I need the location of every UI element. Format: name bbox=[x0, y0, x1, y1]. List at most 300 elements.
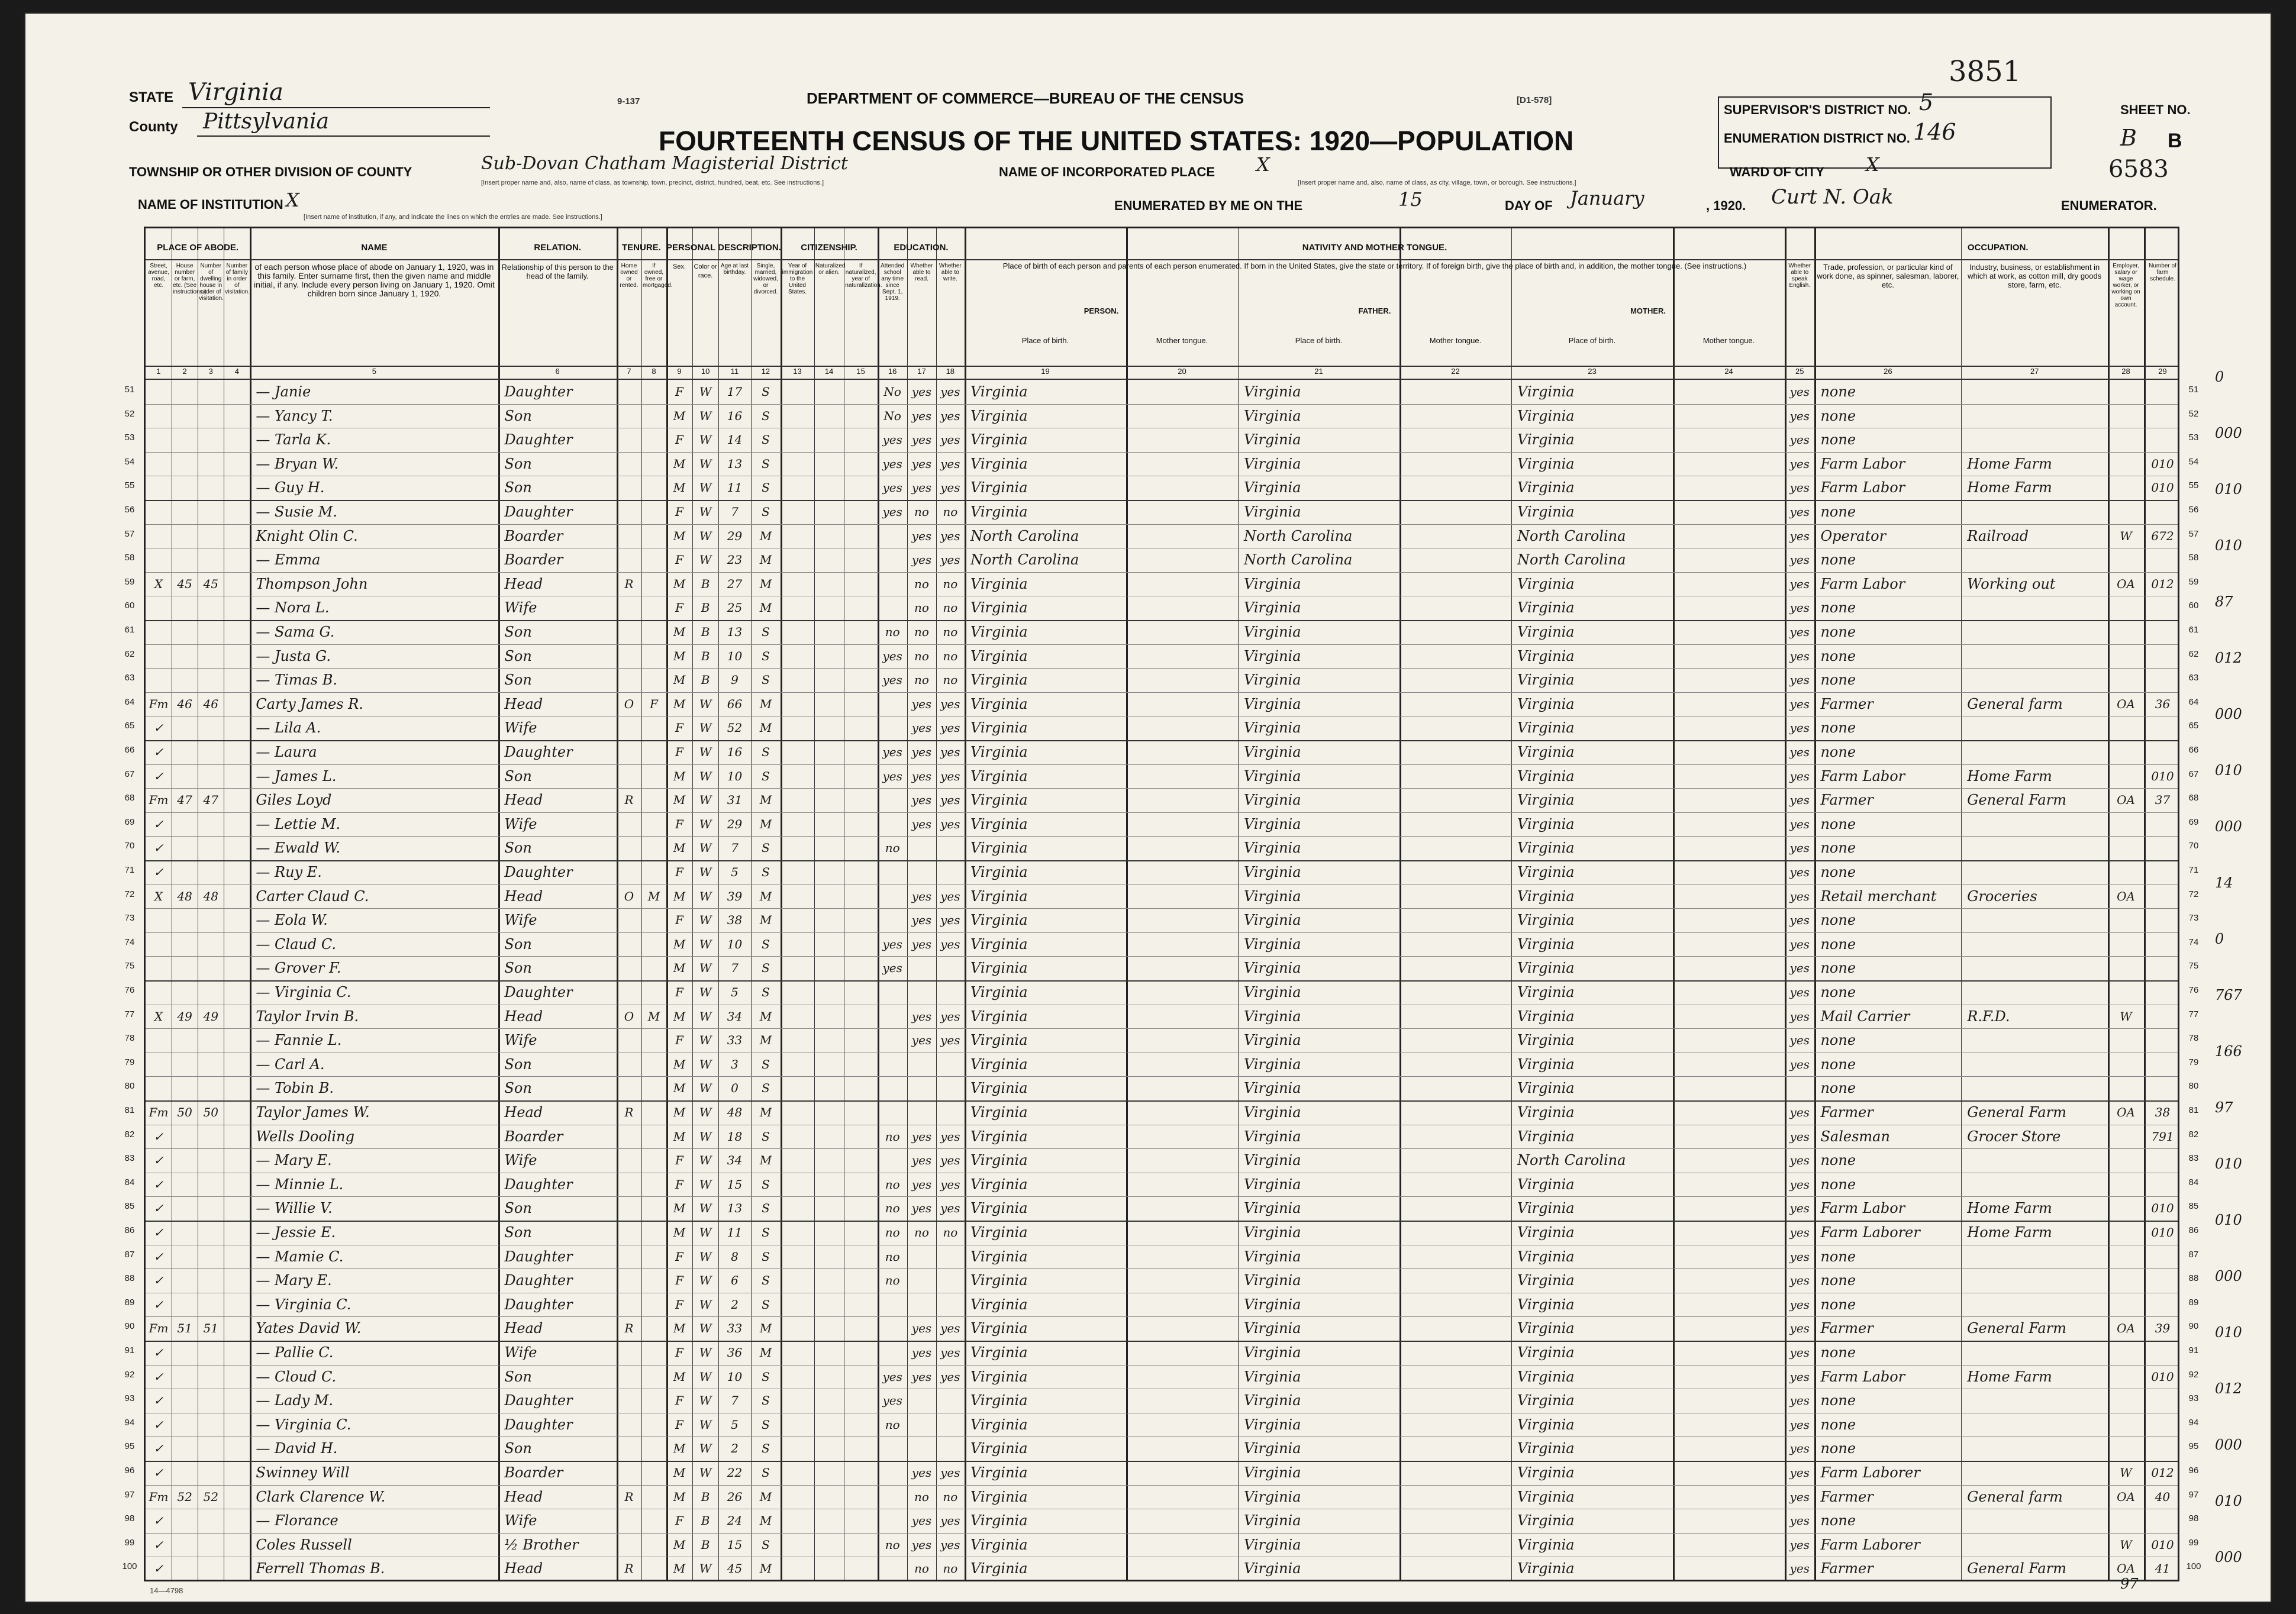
cell-mb: Virginia bbox=[1517, 1080, 1575, 1097]
cell-fs: 010 bbox=[2151, 1369, 2174, 1384]
column-number: 26 bbox=[1884, 367, 1892, 376]
form-number-right: [D1-578] bbox=[1517, 95, 1552, 105]
column-rule bbox=[781, 228, 782, 1580]
cell-d bbox=[198, 717, 224, 738]
cell-en: yes bbox=[1789, 937, 1810, 951]
cell-fb: Virginia bbox=[1244, 912, 1301, 929]
cell-st bbox=[146, 453, 172, 474]
cell-occ: none bbox=[1820, 1080, 1856, 1097]
cell-en: yes bbox=[1789, 1417, 1810, 1432]
cell-fs bbox=[2144, 934, 2181, 955]
cell-age: 45 bbox=[727, 1561, 743, 1576]
cell-own bbox=[617, 957, 641, 979]
row-rule bbox=[146, 836, 2178, 837]
department-line: DEPARTMENT OF COMMERCE—BUREAU OF THE CENSUS bbox=[807, 89, 1244, 107]
cell-pb: Virginia bbox=[970, 503, 1028, 520]
line-number: 59 bbox=[124, 576, 135, 587]
cell-rd: no bbox=[914, 1225, 929, 1239]
cell-age: 6 bbox=[731, 1273, 739, 1288]
enumerator-label: ENUMERATOR. bbox=[2061, 198, 2157, 213]
cell-wr: yes bbox=[940, 889, 960, 903]
column-number: 8 bbox=[652, 367, 656, 376]
cell-h bbox=[172, 1222, 198, 1243]
cell-emp bbox=[2108, 597, 2144, 618]
cell-wr: yes bbox=[940, 1033, 960, 1048]
cell-en: yes bbox=[1789, 696, 1810, 711]
cell-mb: Virginia bbox=[1517, 624, 1575, 640]
cell-fs bbox=[2144, 741, 2181, 763]
cell-occ: none bbox=[1820, 503, 1856, 520]
cell-pb: Virginia bbox=[970, 984, 1028, 1000]
cell-mar: S bbox=[762, 1249, 770, 1264]
cell-mort bbox=[641, 861, 666, 883]
cell-occ: Mail Carrier bbox=[1820, 1008, 1910, 1025]
cell-fb: Virginia bbox=[1244, 1416, 1301, 1433]
cell-emp bbox=[2108, 405, 2144, 427]
cell-en: yes bbox=[1789, 913, 1810, 928]
cell-h bbox=[172, 1414, 198, 1435]
margin-annotation: 000 bbox=[2215, 1268, 2242, 1284]
day-of-label: DAY OF bbox=[1505, 198, 1553, 213]
line-number: 58 bbox=[2188, 553, 2199, 563]
cell-emp bbox=[2108, 1366, 2144, 1387]
column-heading: of each person whose place of abode on January 1, 1920, was in this family. Enter surname first, then the given name and middle initial, if any. Include every person living on January 1, 1920. Omit children born since January 1, 1920. bbox=[254, 262, 495, 298]
cell-fb: North Carolina bbox=[1244, 527, 1353, 544]
cell-ind: Home Farm bbox=[1967, 479, 2052, 496]
cell-occ: none bbox=[1820, 912, 1856, 929]
cell-st bbox=[146, 982, 172, 1003]
cell-age: 11 bbox=[727, 480, 743, 495]
cell-st bbox=[146, 597, 172, 618]
row-rule bbox=[146, 1076, 2178, 1077]
cell-rel: Head bbox=[504, 1488, 543, 1505]
cell-sch: yes bbox=[882, 961, 902, 976]
cell-own bbox=[617, 861, 641, 883]
cell-mort bbox=[641, 1438, 666, 1459]
cell-emp: OA bbox=[2117, 1105, 2135, 1119]
cell-rd: no bbox=[914, 576, 929, 591]
cell-mar: M bbox=[759, 1513, 772, 1528]
cell-sch: no bbox=[885, 1273, 900, 1288]
cell-occ: none bbox=[1820, 1440, 1856, 1457]
cell-wr: no bbox=[943, 1225, 958, 1239]
line-number: 79 bbox=[2188, 1057, 2199, 1067]
cell-sex: F bbox=[675, 913, 683, 928]
cell-en: yes bbox=[1789, 1369, 1810, 1384]
line-number: 81 bbox=[124, 1105, 135, 1115]
cell-emp bbox=[2108, 453, 2144, 474]
cell-mort: M bbox=[647, 889, 660, 903]
cell-pb: Virginia bbox=[970, 1152, 1028, 1169]
cell-ind bbox=[1967, 621, 2105, 643]
cell-age: 22 bbox=[727, 1465, 743, 1480]
cell-wr bbox=[936, 1414, 965, 1435]
cell-age: 5 bbox=[731, 985, 739, 999]
cell-rd: no bbox=[914, 1489, 929, 1504]
cell-mb: Virginia bbox=[1517, 1392, 1575, 1409]
cell-fs: 012 bbox=[2151, 576, 2174, 591]
cell-emp bbox=[2108, 1054, 2144, 1075]
cell-rd: yes bbox=[911, 745, 932, 759]
bottom-annotation: 97 bbox=[2120, 1576, 2139, 1592]
cell-mb: Virginia bbox=[1517, 1296, 1575, 1313]
column-number: 21 bbox=[1314, 367, 1323, 376]
cell-rd: no bbox=[914, 673, 929, 687]
cell-fb: Virginia bbox=[1244, 719, 1301, 737]
cell-rd bbox=[907, 837, 936, 858]
cell-fs: 010 bbox=[2151, 456, 2174, 471]
cell-race: W bbox=[699, 1561, 712, 1576]
cell-race: W bbox=[699, 456, 712, 471]
cell-sch bbox=[878, 1294, 907, 1315]
cell-rel: Wife bbox=[504, 815, 537, 832]
cell-wr: yes bbox=[940, 1129, 960, 1144]
cell-sch bbox=[878, 1054, 907, 1075]
cell-mb: Virginia bbox=[1517, 815, 1575, 832]
cell-pb: Virginia bbox=[970, 960, 1028, 977]
cell-fb: Virginia bbox=[1244, 935, 1301, 953]
cell-occ: none bbox=[1820, 672, 1856, 689]
cell-fb: Virginia bbox=[1244, 407, 1301, 424]
line-number: 95 bbox=[2188, 1441, 2199, 1452]
cell-en: yes bbox=[1789, 1225, 1810, 1239]
parent-label: PERSON. bbox=[1083, 306, 1119, 315]
column-heading: Home owned or rented. bbox=[620, 263, 639, 289]
cell-age: 7 bbox=[731, 961, 739, 976]
cell-sex: M bbox=[673, 528, 686, 543]
cell-en: yes bbox=[1789, 1057, 1810, 1071]
cell-fs: 012 bbox=[2151, 1465, 2174, 1480]
cell-sex: M bbox=[673, 1009, 686, 1024]
cell-own bbox=[617, 1054, 641, 1075]
cell-emp bbox=[2108, 909, 2144, 931]
cell-fs bbox=[2144, 982, 2181, 1003]
cell-fs: 010 bbox=[2151, 1537, 2174, 1552]
cell-ind bbox=[1967, 1462, 2105, 1483]
cell-st: Fm bbox=[149, 1489, 169, 1504]
cell-sch bbox=[878, 597, 907, 618]
cell-rel: Son bbox=[504, 672, 532, 689]
column-heading: Whether able to read. bbox=[910, 263, 933, 282]
cell-en: yes bbox=[1789, 625, 1810, 639]
column-rule bbox=[1238, 228, 1239, 1580]
line-number: 98 bbox=[124, 1513, 135, 1524]
cell-fs bbox=[2144, 1150, 2181, 1171]
cell-ind: General Farm bbox=[1967, 792, 2066, 809]
cell-own bbox=[617, 1077, 641, 1099]
cell-emp: W bbox=[2120, 1537, 2132, 1552]
cell-race: W bbox=[699, 1345, 712, 1360]
cell-mb: Virginia bbox=[1517, 575, 1575, 592]
cell-occ: none bbox=[1820, 935, 1856, 953]
cell-d: 50 bbox=[203, 1105, 218, 1119]
cell-fs bbox=[2144, 1077, 2181, 1099]
cell-d bbox=[198, 429, 224, 450]
cell-f bbox=[224, 381, 250, 402]
cell-fs bbox=[2144, 717, 2181, 738]
cell-fs: 41 bbox=[2155, 1561, 2171, 1576]
line-number: 84 bbox=[124, 1177, 135, 1187]
cell-en: yes bbox=[1789, 1561, 1810, 1576]
cell-fs bbox=[2144, 1342, 2181, 1363]
cell-fs bbox=[2144, 837, 2181, 858]
line-number: 73 bbox=[2188, 913, 2199, 924]
cell-mort bbox=[641, 1462, 666, 1483]
column-number: 10 bbox=[701, 367, 710, 376]
cell-sch bbox=[878, 1558, 907, 1579]
column-number: 1 bbox=[156, 367, 161, 376]
cell-mar: S bbox=[762, 1537, 770, 1552]
cell-emp: OA bbox=[2117, 889, 2135, 903]
cell-st: Fm bbox=[149, 696, 169, 711]
cell-sch: yes bbox=[882, 432, 902, 447]
cell-fb: Virginia bbox=[1244, 1464, 1301, 1481]
cell-pb: Virginia bbox=[970, 744, 1028, 760]
cell-fs bbox=[2144, 886, 2181, 907]
margin-annotation: 010 bbox=[2215, 537, 2242, 554]
line-number: 87 bbox=[124, 1249, 135, 1260]
cell-rd bbox=[907, 982, 936, 1003]
cell-h bbox=[172, 1077, 198, 1099]
cell-fs bbox=[2144, 621, 2181, 643]
cell-fs bbox=[2144, 1174, 2181, 1195]
cell-name: — James L. bbox=[256, 767, 337, 785]
column-heading: Whether able to speak English. bbox=[1788, 263, 1811, 289]
cell-ind: R.F.D. bbox=[1967, 1008, 2010, 1025]
cell-f bbox=[224, 525, 250, 547]
cell-sex: M bbox=[673, 408, 686, 423]
cell-own bbox=[617, 1390, 641, 1411]
cell-own: R bbox=[624, 1105, 634, 1119]
cell-fb: Virginia bbox=[1244, 1368, 1301, 1385]
cell-fb: Virginia bbox=[1244, 1080, 1301, 1097]
cell-wr bbox=[936, 1077, 965, 1099]
cell-age: 2 bbox=[731, 1441, 739, 1456]
cell-occ: none bbox=[1820, 719, 1856, 737]
cell-race: W bbox=[699, 1393, 712, 1408]
cell-st bbox=[146, 1054, 172, 1075]
cell-age: 33 bbox=[727, 1033, 743, 1048]
line-number: 94 bbox=[124, 1417, 135, 1428]
cell-fb: Virginia bbox=[1244, 960, 1301, 977]
cell-st: ✓ bbox=[153, 1537, 164, 1552]
cell-ind bbox=[1967, 814, 2105, 835]
cell-d bbox=[198, 525, 224, 547]
cell-mar: M bbox=[759, 1321, 772, 1336]
cell-en: yes bbox=[1789, 1129, 1810, 1144]
column-heading: Whether able to write. bbox=[939, 263, 962, 282]
cell-rd bbox=[907, 1390, 936, 1411]
cell-sex: F bbox=[675, 432, 683, 447]
cell-h bbox=[172, 957, 198, 979]
cell-occ: none bbox=[1820, 551, 1856, 569]
cell-sch bbox=[878, 886, 907, 907]
cell-race: B bbox=[701, 673, 710, 687]
cell-wr bbox=[936, 1438, 965, 1459]
cell-st: ✓ bbox=[153, 1345, 164, 1360]
cell-mb: Virginia bbox=[1517, 1512, 1575, 1529]
cell-fs bbox=[2144, 1270, 2181, 1291]
cell-st: Fm bbox=[149, 793, 169, 808]
cell-name: — Janie bbox=[256, 383, 311, 400]
cell-fs bbox=[2144, 1414, 2181, 1435]
margin-annotation: 012 bbox=[2215, 650, 2242, 666]
cell-h bbox=[172, 669, 198, 690]
cell-fb: Virginia bbox=[1244, 792, 1301, 809]
line-number: 78 bbox=[2188, 1033, 2199, 1044]
cell-occ: none bbox=[1820, 1032, 1856, 1049]
cell-emp bbox=[2108, 1510, 2144, 1531]
cell-sch bbox=[878, 1102, 907, 1123]
cell-rel: Son bbox=[504, 624, 532, 640]
cell-sex: M bbox=[673, 456, 686, 471]
cell-sex: F bbox=[675, 1153, 683, 1168]
cell-race: W bbox=[699, 745, 712, 759]
cell-occ: Operator bbox=[1820, 527, 1887, 544]
line-number: 64 bbox=[124, 696, 135, 707]
cell-occ: none bbox=[1820, 960, 1856, 977]
line-number: 80 bbox=[2188, 1081, 2199, 1092]
cell-race: W bbox=[699, 696, 712, 711]
cell-fs bbox=[2144, 1054, 2181, 1075]
cell-h: 50 bbox=[177, 1105, 192, 1119]
cell-emp: OA bbox=[2117, 1561, 2135, 1576]
cell-race: B bbox=[701, 1537, 710, 1552]
cell-mb: North Carolina bbox=[1517, 551, 1626, 569]
cell-rel: Wife bbox=[504, 1512, 537, 1529]
cell-d bbox=[198, 1077, 224, 1099]
cell-name: Carty James R. bbox=[256, 695, 363, 712]
cell-d bbox=[198, 1342, 224, 1363]
cell-age: 25 bbox=[727, 601, 743, 615]
line-number: 63 bbox=[124, 673, 135, 683]
cell-mar: M bbox=[759, 1033, 772, 1048]
cell-own bbox=[617, 549, 641, 570]
cell-rd: yes bbox=[911, 432, 932, 447]
cell-d bbox=[198, 766, 224, 787]
margin-annotation: 010 bbox=[2215, 1324, 2242, 1341]
line-number: 100 bbox=[2186, 1561, 2201, 1572]
cell-h: 45 bbox=[177, 576, 192, 591]
cell-sch bbox=[878, 573, 907, 595]
cell-mb: Virginia bbox=[1517, 1200, 1575, 1217]
cell-mort: F bbox=[649, 696, 658, 711]
cell-f bbox=[224, 1462, 250, 1483]
row-rule bbox=[146, 692, 2178, 693]
cell-h bbox=[172, 1197, 198, 1219]
cell-mar: M bbox=[759, 1105, 772, 1119]
cell-pb: Virginia bbox=[970, 1440, 1028, 1457]
cell-d bbox=[198, 501, 224, 522]
cell-fb: Virginia bbox=[1244, 672, 1301, 689]
cell-rel: Head bbox=[504, 1320, 543, 1337]
line-number: 96 bbox=[124, 1465, 135, 1476]
cell-ind bbox=[1967, 1150, 2105, 1171]
cell-h bbox=[172, 717, 198, 738]
cell-sex: F bbox=[675, 1297, 683, 1312]
cell-en: yes bbox=[1789, 793, 1810, 808]
cell-pb: Virginia bbox=[970, 1032, 1028, 1049]
cell-ind bbox=[1967, 717, 2105, 738]
cell-rd bbox=[907, 1294, 936, 1315]
enumerated-label: ENUMERATED BY ME ON THE bbox=[1114, 198, 1303, 213]
cell-ind bbox=[1967, 1294, 2105, 1315]
cell-ind bbox=[1967, 1054, 2105, 1075]
margin-annotation: 010 bbox=[2215, 1493, 2242, 1509]
cell-mort bbox=[641, 525, 666, 547]
cell-name: — Minnie L. bbox=[256, 1176, 344, 1193]
cell-st bbox=[146, 1077, 172, 1099]
cell-race: W bbox=[699, 937, 712, 951]
line-number: 57 bbox=[2188, 528, 2199, 539]
cell-mar: S bbox=[762, 1369, 770, 1384]
cell-mb: Virginia bbox=[1517, 1055, 1575, 1073]
cell-fb: Virginia bbox=[1244, 1248, 1301, 1265]
cell-st: ✓ bbox=[153, 1273, 164, 1288]
sheet-value: B bbox=[2120, 125, 2137, 151]
cell-occ: none bbox=[1820, 744, 1856, 760]
line-number: 88 bbox=[2188, 1273, 2199, 1284]
cell-mb: Virginia bbox=[1517, 767, 1575, 785]
cell-age: 24 bbox=[727, 1513, 743, 1528]
cell-sex: F bbox=[675, 1513, 683, 1528]
cell-f bbox=[224, 621, 250, 643]
cell-mb: Virginia bbox=[1517, 479, 1575, 496]
cell-st: Fm bbox=[149, 1321, 169, 1336]
cell-age: 9 bbox=[731, 673, 739, 687]
line-number: 82 bbox=[124, 1129, 135, 1140]
cell-race: W bbox=[699, 1177, 712, 1192]
column-number: 25 bbox=[1795, 367, 1804, 376]
line-number: 51 bbox=[2188, 385, 2199, 395]
cell-mort bbox=[641, 717, 666, 738]
row-rule bbox=[146, 644, 2178, 645]
column-heading: Street, avenue, road, etc. bbox=[148, 263, 169, 289]
cell-f bbox=[224, 717, 250, 738]
cell-d bbox=[198, 1534, 224, 1555]
cell-f bbox=[224, 1294, 250, 1315]
cell-age: 5 bbox=[731, 865, 739, 879]
cell-race: W bbox=[699, 889, 712, 903]
cell-mb: Virginia bbox=[1517, 599, 1575, 616]
cell-own bbox=[617, 982, 641, 1003]
cell-pb: Virginia bbox=[970, 455, 1028, 472]
cell-h bbox=[172, 1558, 198, 1579]
cell-ind bbox=[1967, 501, 2105, 522]
cell-race: B bbox=[701, 601, 710, 615]
cell-emp bbox=[2108, 982, 2144, 1003]
cell-mb: Virginia bbox=[1517, 1440, 1575, 1457]
cell-h bbox=[172, 837, 198, 858]
cell-en: yes bbox=[1789, 1465, 1810, 1480]
cell-f bbox=[224, 1534, 250, 1555]
line-number: 58 bbox=[124, 553, 135, 563]
cell-mar: S bbox=[762, 625, 770, 639]
cell-race: W bbox=[699, 1129, 712, 1144]
cell-en: yes bbox=[1789, 721, 1810, 735]
cell-wr: yes bbox=[940, 745, 960, 759]
cell-st bbox=[146, 501, 172, 522]
cell-d bbox=[198, 1197, 224, 1219]
cell-f bbox=[224, 405, 250, 427]
cell-occ: Farm Laborer bbox=[1820, 1536, 1920, 1553]
cell-rd: yes bbox=[911, 913, 932, 928]
cell-sch: yes bbox=[882, 937, 902, 951]
cell-ind bbox=[1967, 549, 2105, 570]
cell-h bbox=[172, 1510, 198, 1531]
cell-age: 7 bbox=[731, 1393, 739, 1408]
cell-rel: Son bbox=[504, 479, 532, 496]
